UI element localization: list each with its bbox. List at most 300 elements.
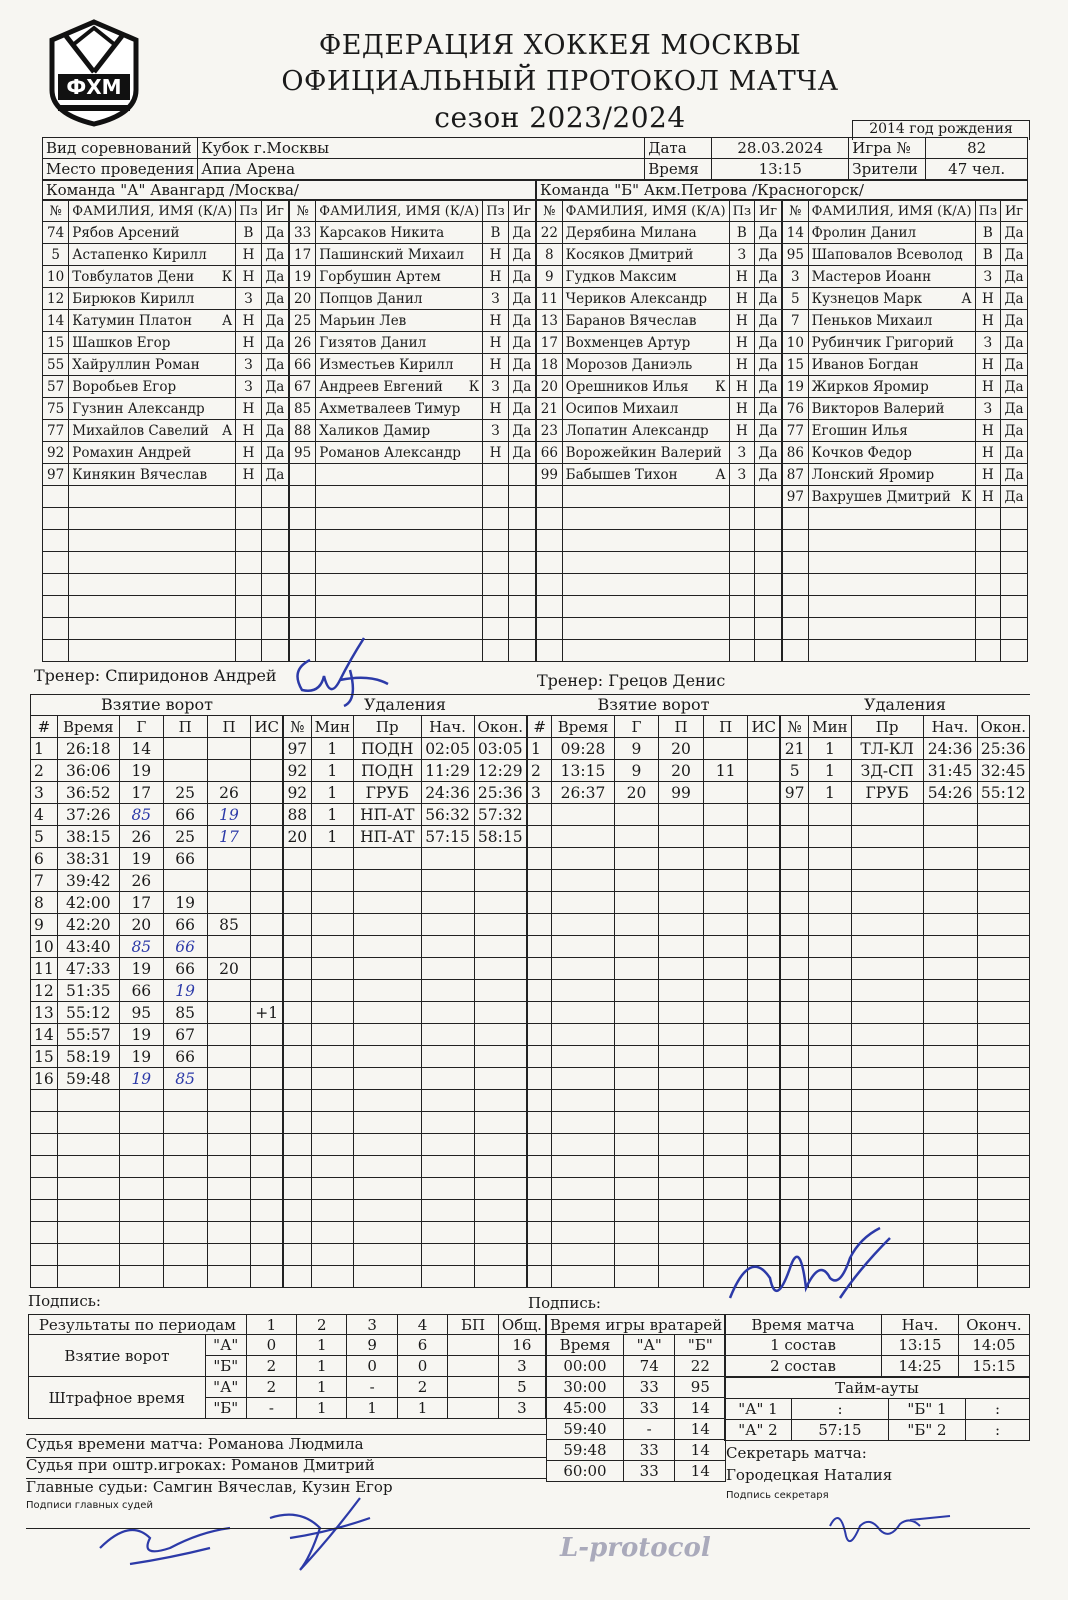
penalty-cell-n bbox=[781, 892, 809, 914]
goal-cell-i bbox=[528, 1266, 552, 1288]
period-team-a-label: "А" bbox=[205, 1335, 246, 1356]
player-name bbox=[316, 486, 483, 508]
goal-cell-is bbox=[251, 980, 283, 1002]
goals-col-header: Время bbox=[552, 716, 614, 738]
penalty-cell-m bbox=[311, 1200, 353, 1222]
penalty-cell-s: 31:45 bbox=[923, 760, 977, 782]
penalty-cell-r bbox=[353, 1024, 421, 1046]
penalty-cell-m bbox=[809, 848, 851, 870]
penalty-cell-r bbox=[851, 1046, 923, 1068]
player-position bbox=[483, 552, 508, 574]
player-position: З bbox=[236, 376, 261, 398]
roster-row bbox=[290, 354, 536, 376]
goal-cell-i bbox=[528, 914, 552, 936]
player-played bbox=[508, 486, 535, 508]
goal-row bbox=[31, 1002, 283, 1024]
player-name bbox=[69, 508, 236, 530]
goal-cell-i: 16 bbox=[31, 1068, 58, 1090]
goal-cell-a1 bbox=[659, 826, 704, 848]
goal-cell-is bbox=[748, 1090, 780, 1112]
goal-cell-i: 3 bbox=[31, 782, 58, 804]
player-name bbox=[562, 332, 729, 354]
penalty-cell-m bbox=[809, 1024, 851, 1046]
penalty-cell-n bbox=[284, 1222, 312, 1244]
player-number: 8 bbox=[537, 244, 563, 266]
player-position bbox=[729, 530, 754, 552]
penalty-header-row bbox=[781, 716, 1030, 738]
goal-cell-is bbox=[748, 1156, 780, 1178]
goal-cell-i bbox=[528, 1068, 552, 1090]
penalty-cell-m bbox=[809, 914, 851, 936]
goal-cell-is bbox=[251, 870, 283, 892]
player-name-text: Ахметвалеев Тимур bbox=[319, 400, 461, 417]
venue-value: Апиа Арена bbox=[198, 159, 645, 180]
penalty-cell-r bbox=[353, 936, 421, 958]
line1-start: 13:15 bbox=[882, 1335, 959, 1356]
player-position: З bbox=[483, 288, 508, 310]
player-position bbox=[483, 596, 508, 618]
goalie-cell: - bbox=[624, 1419, 675, 1440]
goals-col-header: П bbox=[207, 716, 251, 738]
penalty-cell-n bbox=[284, 892, 312, 914]
penalty-cell-s bbox=[923, 1002, 977, 1024]
goal-cell-a1: 20 bbox=[659, 738, 704, 760]
penalty-cell-s bbox=[421, 980, 474, 1002]
player-name-text: Лопатин Александр bbox=[565, 422, 709, 439]
goal-cell-is bbox=[748, 1112, 780, 1134]
player-played: Да bbox=[261, 288, 288, 310]
penalty-cell-n bbox=[284, 1200, 312, 1222]
player-played: Да bbox=[755, 288, 782, 310]
player-name-text: Пашинский Михаил bbox=[319, 246, 464, 263]
player-number: 14 bbox=[43, 310, 69, 332]
penalty-cell-n bbox=[781, 826, 809, 848]
penalty-cell-n: 92 bbox=[284, 760, 312, 782]
player-position bbox=[729, 552, 754, 574]
penalty-cell-r bbox=[851, 1134, 923, 1156]
goal-cell-g bbox=[614, 1156, 659, 1178]
timeout-b2-label: "Б" 2 bbox=[889, 1420, 966, 1441]
player-name bbox=[316, 552, 483, 574]
player-number: 55 bbox=[43, 354, 69, 376]
roster-row bbox=[537, 266, 782, 288]
goal-cell-i bbox=[31, 1112, 58, 1134]
player-position bbox=[975, 508, 1000, 530]
penalties-a-table bbox=[283, 715, 527, 1288]
penalty-cell-m bbox=[809, 1112, 851, 1134]
goal-cell-is bbox=[748, 804, 780, 826]
penalty-cell-n bbox=[781, 980, 809, 1002]
player-name bbox=[69, 640, 236, 662]
penalty-cell-n bbox=[781, 848, 809, 870]
goal-cell-g: 85 bbox=[119, 936, 163, 958]
goal-cell-t bbox=[57, 1200, 119, 1222]
player-number: 74 bbox=[43, 222, 69, 244]
penalty-row bbox=[284, 1112, 527, 1134]
penalty-cell-n bbox=[781, 1024, 809, 1046]
player-played: Да bbox=[755, 398, 782, 420]
player-name bbox=[808, 442, 975, 464]
player-number bbox=[290, 596, 316, 618]
goals-col-header: ИС bbox=[748, 716, 780, 738]
date-label: Дата bbox=[645, 138, 712, 159]
player-role: А bbox=[715, 466, 726, 483]
penalty-row bbox=[781, 1068, 1030, 1090]
penalty-row bbox=[284, 782, 527, 804]
penalty-cell-m bbox=[311, 914, 353, 936]
goal-cell-is bbox=[251, 782, 283, 804]
secretary-name: Городецкая Наталия bbox=[726, 1466, 893, 1484]
goal-cell-a2: 20 bbox=[207, 958, 251, 980]
roster-row bbox=[537, 530, 782, 552]
player-number bbox=[783, 574, 809, 596]
penalty-cell-s bbox=[923, 936, 977, 958]
penalty-cell-n: 97 bbox=[781, 782, 809, 804]
player-played: Да bbox=[1001, 310, 1028, 332]
timeouts-title: Тайм-ауты bbox=[725, 1378, 1030, 1399]
penalty-row bbox=[284, 848, 527, 870]
player-number: 26 bbox=[290, 332, 316, 354]
goal-cell-t bbox=[552, 1024, 614, 1046]
player-name bbox=[316, 288, 483, 310]
penalty-col-header: Пр bbox=[353, 716, 421, 738]
goal-cell-g bbox=[119, 1178, 163, 1200]
roster-col-number: № bbox=[537, 201, 563, 222]
penalty-row bbox=[781, 738, 1030, 760]
player-position bbox=[236, 574, 261, 596]
roster-col-name: ФАМИЛИЯ, ИМЯ (К/А) bbox=[562, 201, 729, 222]
period-goal-cell: 0 bbox=[397, 1356, 447, 1377]
roster-col-name: ФАМИЛИЯ, ИМЯ (К/А) bbox=[69, 201, 236, 222]
player-played: Да bbox=[1001, 222, 1028, 244]
goal-cell-a2 bbox=[207, 1112, 251, 1134]
goals-b-section bbox=[527, 694, 780, 1288]
player-number bbox=[537, 618, 563, 640]
penalty-cell-s bbox=[923, 1222, 977, 1244]
goal-cell-i bbox=[528, 804, 552, 826]
goal-cell-i bbox=[528, 870, 552, 892]
penalty-cell-r: ТЛ-КЛ bbox=[851, 738, 923, 760]
penalty-cell-m: 1 bbox=[809, 738, 851, 760]
penalty-cell-n bbox=[284, 1244, 312, 1266]
penalty-cell-s: 57:15 bbox=[421, 826, 474, 848]
player-number bbox=[290, 486, 316, 508]
penalty-cell-s bbox=[923, 1200, 977, 1222]
player-number: 66 bbox=[290, 354, 316, 376]
player-position: Н bbox=[975, 354, 1000, 376]
penalty-cell-m: 1 bbox=[311, 760, 353, 782]
penalty-cell-n: 97 bbox=[284, 738, 312, 760]
penalty-row bbox=[284, 826, 527, 848]
player-name bbox=[69, 398, 236, 420]
penalty-col-header: Нач. bbox=[421, 716, 474, 738]
penalty-cell-r bbox=[851, 1024, 923, 1046]
goal-cell-t bbox=[57, 1178, 119, 1200]
player-name bbox=[69, 266, 236, 288]
goal-cell-a2 bbox=[703, 958, 748, 980]
player-name bbox=[69, 486, 236, 508]
line2-end: 15:15 bbox=[959, 1356, 1030, 1377]
player-number bbox=[537, 552, 563, 574]
roster-row bbox=[43, 552, 289, 574]
player-number: 77 bbox=[43, 420, 69, 442]
goal-cell-i: 15 bbox=[31, 1046, 58, 1068]
roster-col-number: № bbox=[43, 201, 69, 222]
goal-cell-a1: 66 bbox=[163, 958, 207, 980]
goal-cell-a1: 85 bbox=[163, 1002, 207, 1024]
penalty-cell-r bbox=[353, 1046, 421, 1068]
goal-cell-i bbox=[528, 1046, 552, 1068]
goal-cell-a2 bbox=[207, 1024, 251, 1046]
penalty-row bbox=[781, 936, 1030, 958]
goal-cell-is bbox=[748, 936, 780, 958]
goal-cell-a2 bbox=[207, 1244, 251, 1266]
penalty-col-header: Мин bbox=[809, 716, 851, 738]
bottom-border bbox=[26, 1528, 1030, 1529]
goals-header-row bbox=[31, 716, 283, 738]
roster-row bbox=[290, 574, 536, 596]
roster-row bbox=[783, 596, 1028, 618]
penalty-cell-s bbox=[421, 1178, 474, 1200]
roster-col-position: Пз bbox=[975, 201, 1000, 222]
player-number bbox=[537, 596, 563, 618]
player-number bbox=[537, 640, 563, 662]
penalty-cell-r bbox=[353, 1068, 421, 1090]
goalie-cell: 59:48 bbox=[547, 1440, 624, 1461]
roster-row bbox=[783, 266, 1028, 288]
goal-cell-is bbox=[251, 848, 283, 870]
penalty-cell-s bbox=[923, 958, 977, 980]
roster-row bbox=[43, 640, 289, 662]
period-goal-cell: 1 bbox=[297, 1356, 347, 1377]
player-played: Да bbox=[508, 398, 535, 420]
goal-cell-g: 9 bbox=[614, 738, 659, 760]
player-name bbox=[316, 266, 483, 288]
goal-cell-t bbox=[552, 870, 614, 892]
player-played bbox=[508, 508, 535, 530]
player-position bbox=[483, 486, 508, 508]
roster-row bbox=[290, 398, 536, 420]
player-played bbox=[755, 530, 782, 552]
goals-col-header: Г bbox=[119, 716, 163, 738]
goals-a-title: Взятие ворот bbox=[30, 694, 283, 715]
goal-cell-a1 bbox=[659, 1090, 704, 1112]
goal-cell-a1: 25 bbox=[163, 782, 207, 804]
goal-cell-t bbox=[57, 1244, 119, 1266]
penalty-cell-r bbox=[353, 1266, 421, 1288]
goal-cell-i: 1 bbox=[528, 738, 552, 760]
goal-cell-t: 38:15 bbox=[57, 826, 119, 848]
penalty-cell-e: 58:15 bbox=[474, 826, 526, 848]
goal-cell-a1 bbox=[163, 870, 207, 892]
player-name bbox=[316, 442, 483, 464]
goal-cell-is bbox=[251, 1068, 283, 1090]
period-col: 4 bbox=[397, 1315, 447, 1335]
penalty-row bbox=[284, 760, 527, 782]
penalty-cell-r: ПОДН bbox=[353, 760, 421, 782]
penalty-cell-r bbox=[353, 892, 421, 914]
penalty-cell-s: 56:32 bbox=[421, 804, 474, 826]
penalty-cell-r bbox=[851, 1178, 923, 1200]
goal-row bbox=[31, 1156, 283, 1178]
player-played: Да bbox=[755, 310, 782, 332]
goal-cell-g: 19 bbox=[119, 1024, 163, 1046]
penalty-cell-m bbox=[809, 1156, 851, 1178]
goal-row bbox=[31, 1200, 283, 1222]
player-name bbox=[562, 354, 729, 376]
goal-cell-a2: 19 bbox=[207, 804, 251, 826]
goalie-cell: 33 bbox=[624, 1398, 675, 1419]
player-role: А bbox=[222, 312, 233, 329]
goal-cell-a2 bbox=[703, 1112, 748, 1134]
penalty-row bbox=[781, 1090, 1030, 1112]
logo-text: ФХМ bbox=[66, 75, 122, 99]
goal-cell-t: 51:35 bbox=[57, 980, 119, 1002]
roster-row bbox=[537, 618, 782, 640]
goal-cell-a1 bbox=[659, 804, 704, 826]
goal-cell-a2 bbox=[207, 1046, 251, 1068]
penalty-cell-e bbox=[474, 958, 526, 980]
penalty-cell-e bbox=[474, 1200, 526, 1222]
goal-cell-t bbox=[57, 1156, 119, 1178]
player-played: Да bbox=[261, 442, 288, 464]
penalty-cell-e bbox=[474, 1222, 526, 1244]
goal-cell-i bbox=[528, 936, 552, 958]
goals-col-header: П bbox=[659, 716, 704, 738]
goal-row bbox=[31, 804, 283, 826]
roster-table bbox=[289, 200, 536, 662]
goal-cell-a1 bbox=[659, 1112, 704, 1134]
penalty-cell-m bbox=[809, 1002, 851, 1024]
penalty-row bbox=[781, 760, 1030, 782]
player-name-text: Баранов Вячеслав bbox=[565, 312, 697, 329]
goal-cell-i bbox=[528, 1222, 552, 1244]
period-goal-cell: 9 bbox=[347, 1335, 397, 1356]
goal-cell-i bbox=[31, 1244, 58, 1266]
penalty-row bbox=[781, 1046, 1030, 1068]
period-pim-cell: - bbox=[246, 1398, 296, 1419]
goal-row bbox=[528, 1002, 780, 1024]
goal-cell-i bbox=[31, 1178, 58, 1200]
penalty-cell-e bbox=[977, 804, 1029, 826]
periods-title: Результаты по периодам bbox=[29, 1315, 247, 1335]
player-position: Н bbox=[236, 420, 261, 442]
roster-row bbox=[783, 376, 1028, 398]
goal-cell-a2 bbox=[703, 1134, 748, 1156]
goal-cell-a2 bbox=[207, 738, 251, 760]
goal-cell-i bbox=[31, 1200, 58, 1222]
goals-col-header: ИС bbox=[251, 716, 283, 738]
roster-row bbox=[290, 266, 536, 288]
player-played bbox=[1001, 618, 1028, 640]
player-position bbox=[729, 486, 754, 508]
roster-row bbox=[783, 222, 1028, 244]
player-number: 14 bbox=[783, 222, 809, 244]
goal-cell-a2 bbox=[703, 1068, 748, 1090]
player-played bbox=[261, 508, 288, 530]
player-number: 13 bbox=[537, 310, 563, 332]
goal-cell-a2 bbox=[207, 1200, 251, 1222]
penalty-cell-s bbox=[421, 1200, 474, 1222]
roster-table bbox=[42, 200, 289, 662]
penalty-cell-e: 12:29 bbox=[474, 760, 526, 782]
player-played bbox=[755, 486, 782, 508]
player-position: З bbox=[975, 398, 1000, 420]
goal-cell-a2 bbox=[703, 804, 748, 826]
goal-cell-i: 2 bbox=[528, 760, 552, 782]
goal-cell-is bbox=[748, 1068, 780, 1090]
player-played bbox=[508, 464, 535, 486]
goal-cell-t: 43:40 bbox=[57, 936, 119, 958]
match-info-table bbox=[42, 137, 1028, 180]
player-played: Да bbox=[1001, 332, 1028, 354]
player-name bbox=[69, 332, 236, 354]
player-position: Н bbox=[975, 310, 1000, 332]
player-number bbox=[537, 508, 563, 530]
penalty-cell-m bbox=[311, 1134, 353, 1156]
penalty-judge: Судья при оштр.игроках: Романов Дмитрий bbox=[26, 1456, 546, 1479]
player-played: Да bbox=[508, 222, 535, 244]
penalty-row bbox=[284, 958, 527, 980]
player-name bbox=[316, 530, 483, 552]
goal-row bbox=[31, 1046, 283, 1068]
penalty-cell-m: 1 bbox=[809, 782, 851, 804]
goal-cell-i bbox=[31, 1156, 58, 1178]
player-name bbox=[316, 244, 483, 266]
player-played: Да bbox=[1001, 244, 1028, 266]
penalty-cell-m: 1 bbox=[311, 782, 353, 804]
penalty-cell-n: 92 bbox=[284, 782, 312, 804]
player-position bbox=[729, 596, 754, 618]
player-number: 88 bbox=[290, 420, 316, 442]
goal-cell-is bbox=[251, 804, 283, 826]
roster-row bbox=[43, 464, 289, 486]
goal-cell-i bbox=[528, 1244, 552, 1266]
player-number bbox=[783, 640, 809, 662]
goal-cell-a1 bbox=[659, 1046, 704, 1068]
competition-label: Вид соревнований bbox=[43, 138, 198, 159]
penalty-cell-r bbox=[851, 1068, 923, 1090]
player-name bbox=[808, 398, 975, 420]
player-name bbox=[562, 310, 729, 332]
goal-cell-a1: 99 bbox=[659, 782, 704, 804]
roster-row bbox=[290, 288, 536, 310]
goal-row bbox=[31, 760, 283, 782]
goalie-cell: 33 bbox=[624, 1440, 675, 1461]
player-name bbox=[316, 596, 483, 618]
watermark: L-protocol bbox=[560, 1533, 711, 1563]
goalie-row bbox=[547, 1440, 726, 1461]
goal-cell-g bbox=[614, 936, 659, 958]
roster-b-2 bbox=[782, 200, 1028, 660]
penalty-col-header: Мин bbox=[311, 716, 353, 738]
player-name-text: Катумин Платон bbox=[72, 312, 192, 329]
penalty-cell-r bbox=[851, 1112, 923, 1134]
penalty-cell-n bbox=[284, 1002, 312, 1024]
goal-cell-t bbox=[57, 1112, 119, 1134]
goal-cell-is: +1 bbox=[251, 1002, 283, 1024]
player-name-text: Изместьев Кирилл bbox=[319, 356, 454, 373]
player-position: Н bbox=[729, 288, 754, 310]
roster-row bbox=[783, 530, 1028, 552]
penalty-cell-e bbox=[474, 1002, 526, 1024]
player-position: Н bbox=[975, 376, 1000, 398]
player-played: Да bbox=[261, 244, 288, 266]
goal-cell-a2 bbox=[703, 782, 748, 804]
goal-cell-is bbox=[748, 1134, 780, 1156]
player-name bbox=[808, 266, 975, 288]
goal-cell-i bbox=[31, 1222, 58, 1244]
